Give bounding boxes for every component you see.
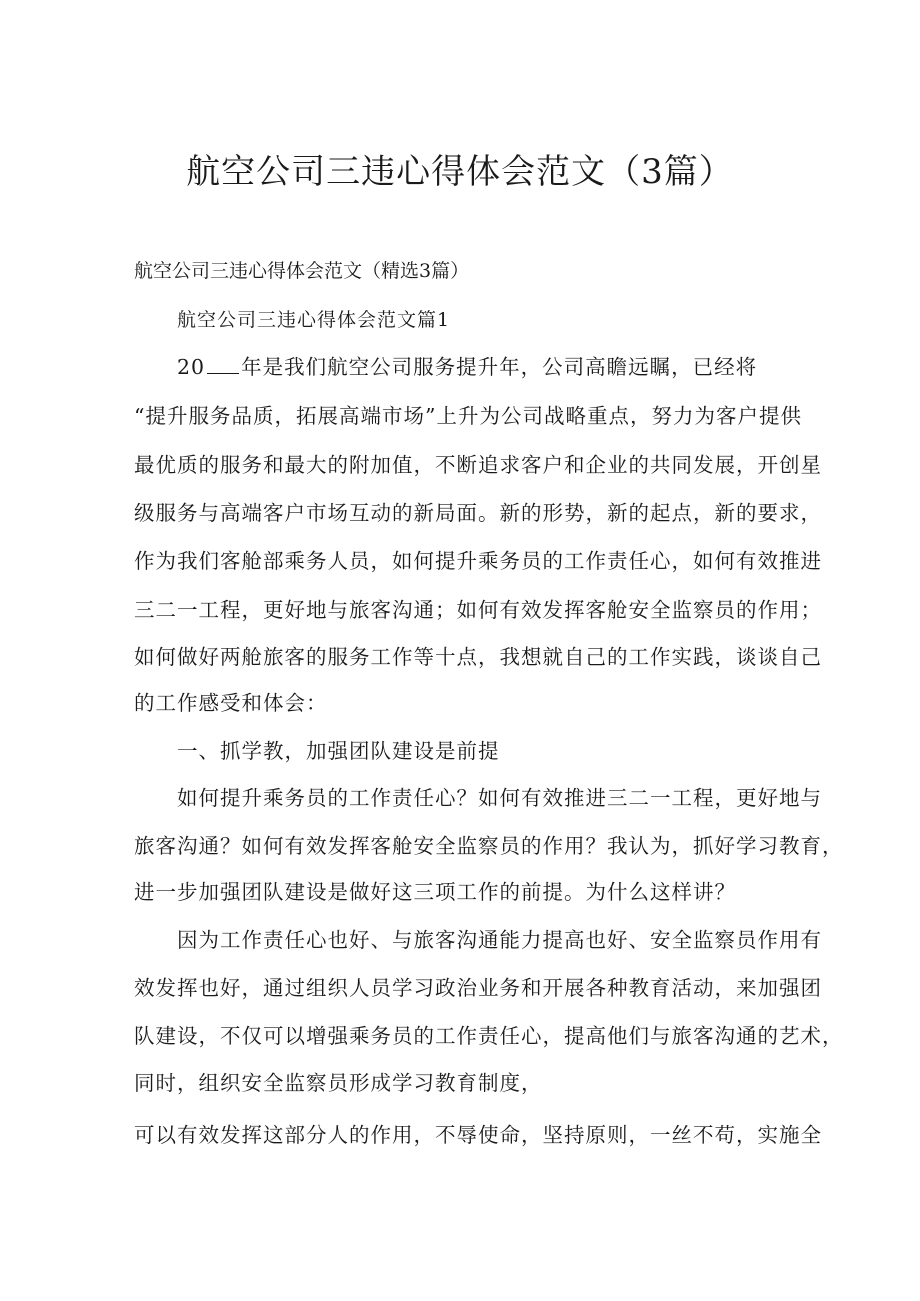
paragraph-line: 作为我们客舱部乘务人员，如何提升乘务员的工作责任心，如何有效推进 [134, 549, 822, 573]
paragraph-line: 三二一工程，更好地与旅客沟通；如何有效发挥客舱安全监察员的作用； [134, 598, 822, 622]
section-heading-1: 一、抓学教，加强团队建设是前提 [177, 739, 500, 763]
paragraph-line: 效发挥也好，通过组织人员学习政治业务和开展各种教育活动，来加强团 [134, 976, 822, 1000]
year-suffix: 年是我们航空公司服务提升年，公司高瞻远瞩，已经将 [241, 355, 758, 379]
year-prefix: 20 [177, 355, 206, 379]
paragraph-line: 旅客沟通？如何有效发挥客舱安全监察员的作用？我认为，抓好学习教育， [134, 834, 844, 858]
paragraph-line: 级服务与高端客户市场互动的新局面。新的形势，新的起点，新的要求， [134, 501, 822, 525]
paragraph-line: 可以有效发挥这部分人的作用，不辱使命，坚持原则，一丝不苟，实施全 [134, 1123, 822, 1147]
paragraph-line: 同时，组织安全监察员形成学习教育制度， [134, 1071, 543, 1095]
paragraph-line: 进一步加强团队建设是做好这三项工作的前提。为什么这样讲？ [134, 880, 736, 904]
document-title: 航空公司三违心得体会范文（3篇） [186, 152, 734, 192]
paragraph-line: 的工作感受和体会： [134, 691, 328, 715]
paragraph-line: 如何提升乘务员的工作责任心？如何有效推进三二一工程，更好地与 [177, 786, 822, 810]
paragraph-line: 最优质的服务和最大的附加值，不断追求客户和企业的共同发展，开创星 [134, 453, 822, 477]
paragraph-line: 因为工作责任心也好、与旅客沟通能力提高也好、安全监察员作用有 [177, 928, 822, 952]
paragraph-line [177, 352, 757, 382]
paragraph-line: “提升服务品质，拓展高端市场”上升为公司战略重点，努力为客户提供 [134, 404, 802, 428]
section-heading: 航空公司三违心得体会范文篇1 [177, 309, 451, 331]
paragraph-line: 如何做好两舱旅客的服务工作等十点，我想就自己的工作实践，谈谈自己 [134, 645, 822, 669]
document-subtitle: 航空公司三违心得体会范文（精选3篇） [134, 260, 470, 282]
paragraph-line: 队建设，不仅可以增强乘务员的工作责任心，提高他们与旅客沟通的艺术， [134, 1024, 844, 1048]
year-blank [207, 353, 239, 374]
